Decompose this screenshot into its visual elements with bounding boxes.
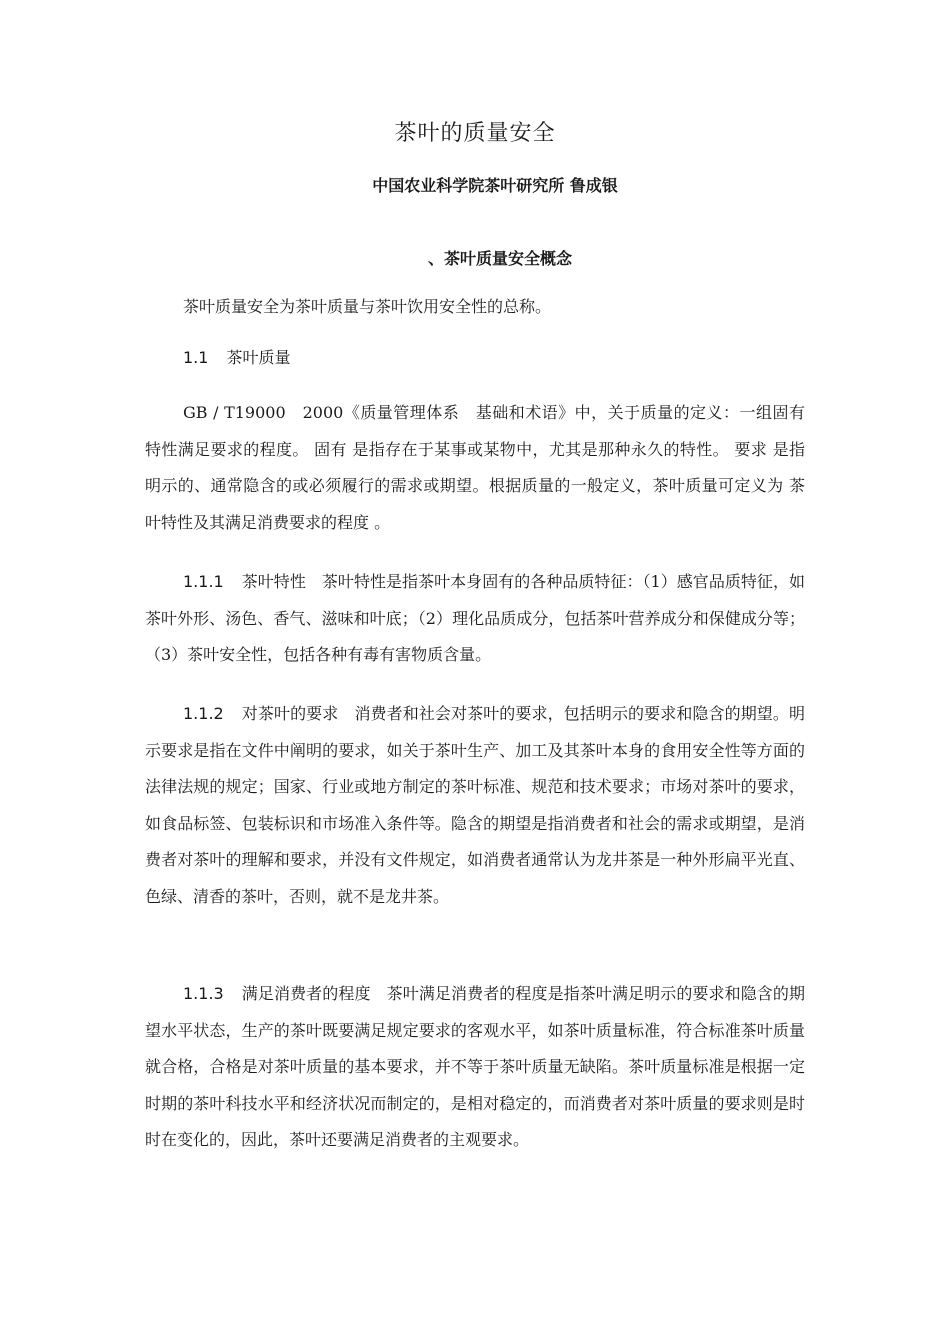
author-line: 中国农业科学院茶叶研究所 鲁成银: [372, 176, 618, 195]
subsection-1-1-1-paragraph: [145, 564, 805, 674]
subsection-number: 1.1: [183, 348, 209, 367]
subsection-number: 1.1.1: [183, 572, 224, 591]
subsection-text: 对茶叶的要求 消费者和社会对茶叶的要求，包括明示的要求和隐含的期望。明示要求是指在文件中阐明的要求，如关于茶叶生产、加工及其茶叶本身的食用安全性等方面的法律法规的规定；国家、行业或地方制定的茶叶标准、规范和技术要求；市场对茶叶的要求，如食品标签、包装标识和市场准入条件等。隐含的期望是指消费者和社会的需求或期望，是消费者对茶叶的理解和要求，并没有文件规定，如消费者通常认为龙井茶是一种外形扁平光直、色绿、清香的茶叶，否则，就不是龙井茶。: [145, 704, 805, 906]
definition-paragraph: 茶叶质量安全为茶叶质量与茶叶饮用安全性的总称。: [183, 297, 552, 316]
subsection-1-1-heading: [145, 340, 805, 377]
section-heading: 、茶叶质量安全概念: [427, 249, 572, 268]
subsection-1-1-3-paragraph: [145, 976, 805, 1159]
subsection-number: 1.1.3: [183, 984, 224, 1003]
subsection-title: 茶叶质量: [226, 348, 291, 367]
subsection-1-1-2-paragraph: [145, 696, 805, 915]
document-title: 茶叶的质量安全: [394, 121, 556, 146]
subsection-number: 1.1.2: [183, 704, 224, 723]
subsection-text: 满足消费者的程度 茶叶满足消费者的程度是指茶叶满足明示的要求和隐含的期望水平状态，生产的茶叶既要满足规定要求的客观水平，如茶叶质量标准，符合标准茶叶质量就合格，合格是对茶叶质量的基本要求，并不等于茶叶质量无缺陷。茶叶质量标准是根据一定时期的茶叶科技水平和经济状况而制定的，是相对稳定的，而消费者对茶叶质量的要求则是时时在变化的，因此，茶叶还要满足消费者的主观要求。: [145, 984, 805, 1149]
gb-definition-paragraph: GB / T19000 2000《质量管理体系 基础和术语》中，关于质量的定义：一组固有特性满足要求的程度。 固有 是指存在于某事或某物中，尤其是那种永久的特性。 要求 是指明示的、通常隐含的或必须履行的需求或期望。根据质量的一般定义，茶叶质量可定义为 茶叶特性及其满足消费要求的程度 。: [145, 403, 805, 532]
subsection-text: 茶叶特性 茶叶特性是指茶叶本身固有的各种品质特征：（1）感官品质特征，如茶叶外形、汤色、香气、滋味和叶底；（2）理化品质成分，包括茶叶营养成分和保健成分等；（3）茶叶安全性，包括各种有毒有害物质含量。: [145, 572, 805, 664]
